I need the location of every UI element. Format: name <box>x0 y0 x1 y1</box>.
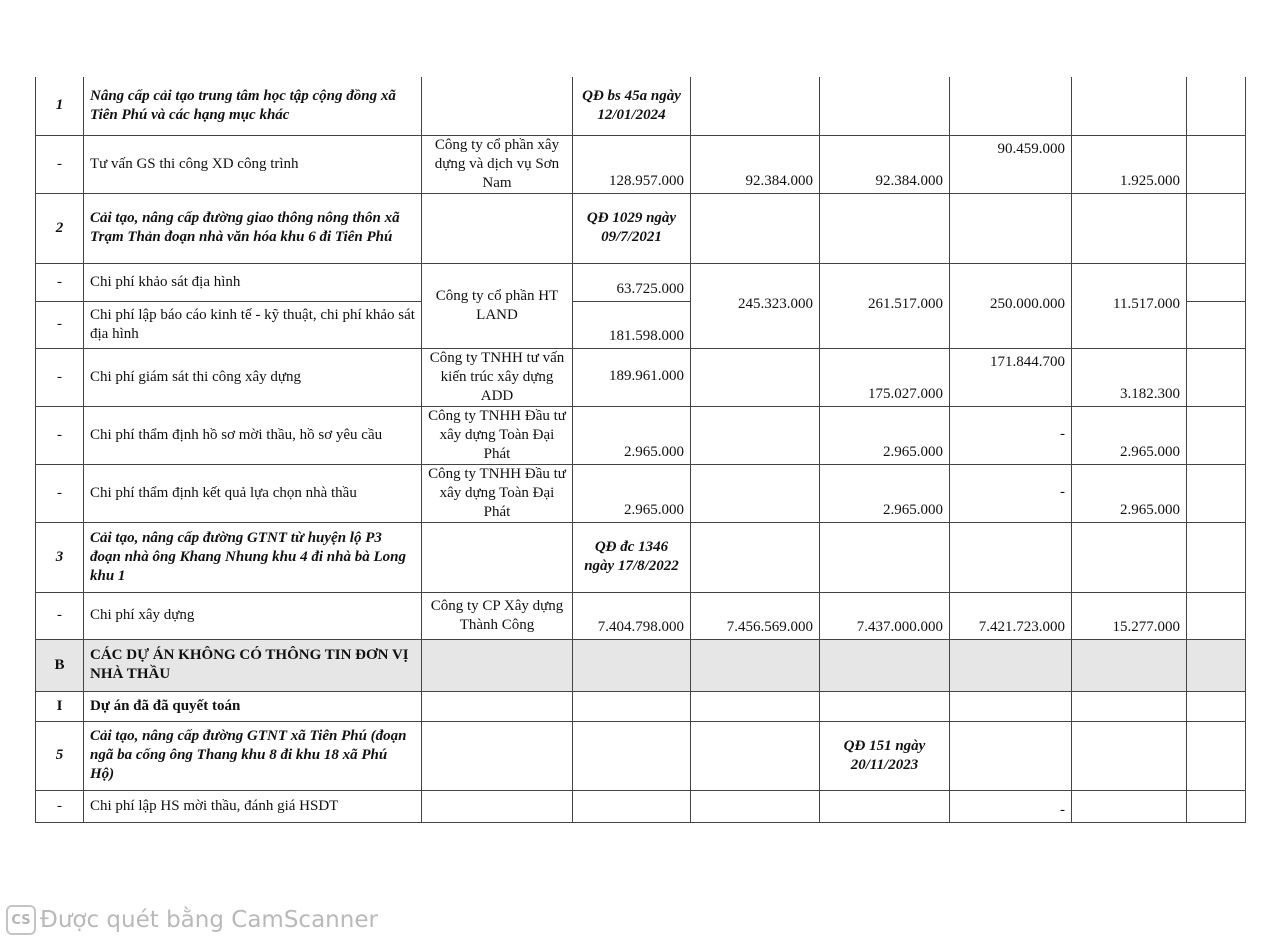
row-number: - <box>36 406 84 464</box>
value-cell: 63.725.000 <box>573 263 691 301</box>
row-number: - <box>36 790 84 822</box>
value-cell: 90.459.000 <box>950 135 1072 193</box>
value-cell: 7.456.569.000 <box>691 592 820 639</box>
value-cell: 2.965.000 <box>573 406 691 464</box>
contractor-name: Công ty cổ phần HT LAND <box>422 263 573 348</box>
row-number: - <box>36 592 84 639</box>
row-number: - <box>36 135 84 193</box>
row-number: - <box>36 348 84 406</box>
value-cell: 2.965.000 <box>1072 406 1187 464</box>
value-cell: - <box>950 406 1072 464</box>
value-cell: 2.965.000 <box>820 464 950 522</box>
value-cell: 189.961.000 <box>573 348 691 406</box>
table-row <box>36 406 1246 464</box>
value-cell: 245.323.000 <box>691 263 820 348</box>
table-row <box>36 464 1246 522</box>
section-title: CÁC DỰ ÁN KHÔNG CÓ THÔNG TIN ĐƠN VỊ NHÀ THẦU <box>84 639 422 691</box>
value-cell: 128.957.000 <box>573 135 691 193</box>
value-cell: 171.844.700 <box>950 348 1072 406</box>
section-letter: B <box>36 639 84 691</box>
contractor-name: Công ty TNHH tư vấn kiến trúc xây dựng ADD <box>422 348 573 406</box>
subsection-title: Dự án đã đã quyết toán <box>84 691 422 721</box>
contractor-name: Công ty cổ phần xây dựng và dịch vụ Sơn Nam <box>422 135 573 193</box>
value-cell: 2.965.000 <box>573 464 691 522</box>
row-number: 2 <box>36 193 84 263</box>
table-row <box>36 193 1246 263</box>
value-cell: 181.598.000 <box>573 301 691 348</box>
section-header-row <box>36 639 1246 691</box>
item-name: Chi phí khảo sát địa hình <box>84 263 422 301</box>
value-cell: 7.404.798.000 <box>573 592 691 639</box>
value-cell: 175.027.000 <box>820 348 950 406</box>
project-name: Cải tạo, nâng cấp đường giao thông nông thôn xã Trạm Thản đoạn nhà văn hóa khu 6 đi Tiên Phú <box>84 193 422 263</box>
decision-reference: QĐ đc 1346 ngày 17/8/2022 <box>573 522 691 592</box>
value-cell: 2.965.000 <box>1072 464 1187 522</box>
camscanner-logo-icon: CS <box>6 905 36 935</box>
item-name: Chi phí xây dựng <box>84 592 422 639</box>
watermark-text: Được quét bằng CamScanner <box>40 907 378 933</box>
row-number: 5 <box>36 721 84 790</box>
item-name: Tư vấn GS thi công XD công trình <box>84 135 422 193</box>
camscanner-watermark <box>6 905 378 935</box>
decision-reference: QĐ bs 45a ngày 12/01/2024 <box>573 77 691 135</box>
decision-reference: QĐ 1029 ngày 09/7/2021 <box>573 193 691 263</box>
decision-reference: QĐ 151 ngày 20/11/2023 <box>820 721 950 790</box>
item-name: Chi phí lập HS mời thầu, đánh giá HSDT <box>84 790 422 822</box>
value-cell: 15.277.000 <box>1072 592 1187 639</box>
item-name: Chi phí thẩm định kết quả lựa chọn nhà thầu <box>84 464 422 522</box>
value-cell: 2.965.000 <box>820 406 950 464</box>
row-number: 1 <box>36 77 84 135</box>
row-number: - <box>36 464 84 522</box>
value-cell: 92.384.000 <box>691 135 820 193</box>
table-row <box>36 135 1246 193</box>
row-number: - <box>36 301 84 348</box>
value-cell: 92.384.000 <box>820 135 950 193</box>
value-cell: 1.925.000 <box>1072 135 1187 193</box>
project-name: Nâng cấp cải tạo trung tâm học tập cộng đồng xã Tiên Phú và các hạng mục khác <box>84 77 422 135</box>
contractor-cell <box>422 77 573 135</box>
subsection-number: I <box>36 691 84 721</box>
value-cell: - <box>950 464 1072 522</box>
row-number: - <box>36 263 84 301</box>
table-row <box>36 721 1246 790</box>
table-row <box>36 348 1246 406</box>
item-name: Chi phí giám sát thi công xây dựng <box>84 348 422 406</box>
project-name: Cải tạo, nâng cấp đường GTNT từ huyện lộ P3 đoạn nhà ông Khang Nhung khu 4 đi nhà bà Long khu 1 <box>84 522 422 592</box>
value-cell: 261.517.000 <box>820 263 950 348</box>
subsection-row <box>36 691 1246 721</box>
budget-table-sheet <box>35 77 1246 823</box>
project-cost-table <box>35 77 1246 823</box>
table-row <box>36 77 1246 135</box>
item-name: Chi phí lập báo cáo kinh tế - kỹ thuật, chi phí khảo sát địa hình <box>84 301 422 348</box>
contractor-name: Công ty CP Xây dựng Thành Công <box>422 592 573 639</box>
table-row <box>36 592 1246 639</box>
contractor-name: Công ty TNHH Đầu tư xây dựng Toàn Đại Phát <box>422 464 573 522</box>
value-cell: 3.182.300 <box>1072 348 1187 406</box>
value-cell: 11.517.000 <box>1072 263 1187 348</box>
table-row <box>36 263 1246 301</box>
table-row <box>36 522 1246 592</box>
table-row <box>36 790 1246 822</box>
contractor-name: Công ty TNHH Đầu tư xây dựng Toàn Đại Phát <box>422 406 573 464</box>
value-cell: 7.437.000.000 <box>820 592 950 639</box>
project-name: Cải tạo, nâng cấp đường GTNT xã Tiên Phú (đoạn ngã ba cống ông Thang khu 8 đi khu 18 xã Phú Hộ) <box>84 721 422 790</box>
item-name: Chi phí thẩm định hồ sơ mời thầu, hồ sơ yêu cầu <box>84 406 422 464</box>
value-cell: 250.000.000 <box>950 263 1072 348</box>
value-cell: - <box>950 790 1072 822</box>
value-cell: 7.421.723.000 <box>950 592 1072 639</box>
row-number: 3 <box>36 522 84 592</box>
